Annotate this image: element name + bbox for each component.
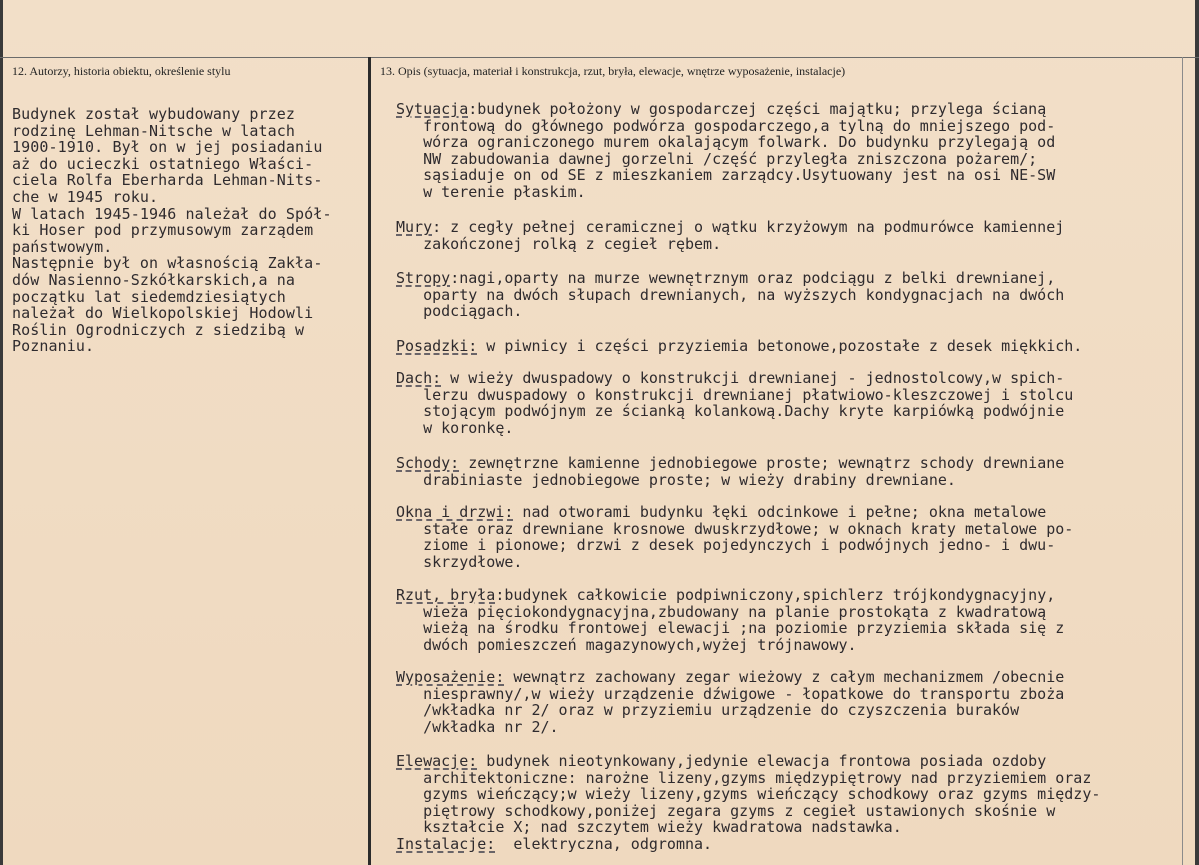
history-line: początku lat siedemdziesiątych	[12, 287, 286, 306]
section-instalacje: Instalacje: elektryczna, odgromna.	[396, 835, 713, 853]
section-label: Stropy	[396, 269, 451, 287]
section-okna-drzwi: Okna i drzwi: nad otworami budynku łęki odcinkowe i pełne; okna metalowe stałe oraz drewniane krosnowe dwuskrzydłowe; w oknach kraty metalowe po- ziome i pionowe; drzwi z desek pojedynczych i podwójnych jedno- i dwu- skrzydłowe.	[396, 503, 1074, 571]
section-label: Instalacje:	[396, 835, 496, 853]
history-line: Budynek został wybudowany przez	[12, 105, 296, 123]
header-description: 13. Opis (sytuacja, materiał i konstrukcja, rzut, bryła, elewacje, wnętrze wyposażenie, instalacje)	[380, 64, 846, 78]
section-label: Dach:	[396, 369, 442, 387]
history-line: ki Hoser pod przymusowym zarządem	[12, 221, 314, 240]
section-label: Okna i drzwi:	[396, 503, 514, 521]
history-line: che w 1945 roku.	[12, 187, 159, 206]
history-line: aż do ucieczki ostatniego Właści-	[12, 154, 314, 173]
section-mury: Mury: z cegły pełnej ceramicznej o wątku krzyżowym na podmurówce kamiennej zakończonej rolką z cegieł rębem.	[396, 218, 1065, 253]
history-line: Następnie był on własnością Zakła-	[12, 254, 323, 273]
history-line: rodzinę Lehman-Nitsche w latach	[12, 121, 296, 140]
history-line: dów Nasienno-Szkółkarskich,a na	[12, 270, 296, 289]
right-margin-line	[1182, 57, 1183, 865]
section-elewacje: Elewacje: budynek nieotynkowany,jedynie elewacja frontowa posiada ozdoby architektoniczne: narożne lizeny,gzyms międzypiętrowy nad przyziemiem oraz gzyms wieńczący;w wieży lizeny,gzyms wieńczący schodkowy oraz gzyms między- piętrowy schodkowy,poniżej zegara gzyms z cegieł ustawionych skośnie w kształcie X; nad szczytem wieży kwadratowa nadstawka.	[396, 752, 1101, 837]
top-rule	[0, 57, 1199, 58]
header-authors-history: 12. Autorzy, historia obiektu, określenie stylu	[12, 64, 231, 78]
section-sytuacja: Sytuacja:budynek położony w gospodarczej części majątku; przylega ścianą frontową do głównego podwórza gospodarczego,a tylną do mniejszego pod- wórza ograniczonego murem okalającym folwark. Do budynku przylegają od NW zabudowania dawnej gorzelni /część przyległa zniszczona pożarem/; sąsiaduje on od SE z mieszkaniem zarządcy.Usytuowany jest na osi NE-SW w terenie płaskim.	[396, 100, 1056, 201]
section-label: Wyposażenie:	[396, 668, 505, 686]
history-line: 1900-1910. Był on w jej posiadaniu	[12, 138, 323, 157]
section-label: Posadzki:	[396, 337, 478, 355]
section-schody: Schody: zewnętrzne kamienne jednobiegowe proste; wewnątrz schody drewniane drabiniaste jednobiegowe proste; w wieży drabiny drewniane.	[396, 454, 1065, 489]
section-label: Rzut, bryła	[396, 586, 496, 604]
section-label: Mury	[396, 218, 433, 236]
history-line: państwowym.	[12, 237, 113, 256]
history-line: Poznaniu.	[12, 337, 95, 356]
history-line: należał do Wielkopolskiej Hodowli	[12, 304, 314, 323]
history-line: W latach 1945-1946 należał do Spół-	[12, 204, 332, 223]
section-dach: Dach: w wieży dwuspadowy o konstrukcji drewnianej - jednostolcowy,w spich- lerzu dwuspadowy o konstrukcji drewnianej płatwiowo-kleszczowej i stolcu stojącym podwójnym ze ścianką kolankową.Dachy kryte karpiówką podwójnie w koronkę.	[396, 369, 1074, 437]
section-label: Sytuacja	[396, 100, 469, 118]
section-posadzki: Posadzki: w piwnicy i części przyziemia betonowe,pozostałe z desek miękkich.	[396, 337, 1083, 355]
right-border	[1195, 0, 1199, 865]
history-line: Roślin Ogrodniczych z siedzibą w	[12, 320, 305, 339]
history-text	[12, 106, 362, 355]
column-divider	[368, 57, 371, 865]
section-stropy: Stropy:nagi,oparty na murze wewnętrznym oraz podciągu z belki drewnianej, oparty na dwóch słupach drewnianych, na wyższych kondygnacjach na dwóch podciągach.	[396, 269, 1065, 321]
left-border	[0, 0, 3, 865]
section-label: Schody:	[396, 454, 460, 472]
section-wyposazenie: Wyposażenie: wewnątrz zachowany zegar wieżowy z całym mechanizmem /obecnie niesprawny/,w wieży urządzenie dźwigowe - łopatkowe do transportu zboża /wkładka nr 2/ oraz w przyziemiu urządzenie do czyszczenia buraków /wkładka nr 2/.	[396, 668, 1065, 736]
history-line: ciela Rolfa Eberharda Lehman-Nits-	[12, 171, 323, 190]
section-label: Elewacje:	[396, 752, 478, 770]
section-rzut-bryla: Rzut, bryła:budynek całkowicie podpiwniczony,spichlerz trójkondygnacyjny, wieża pięciokondygnacyjna,zbudowany na planie prostokąta z kwadratową wieżą na środku frontowej elewacji ;na poziomie przyziemia składa się z dwóch pomieszczeń magazynowych,wyżej trójnawowy.	[396, 586, 1065, 654]
